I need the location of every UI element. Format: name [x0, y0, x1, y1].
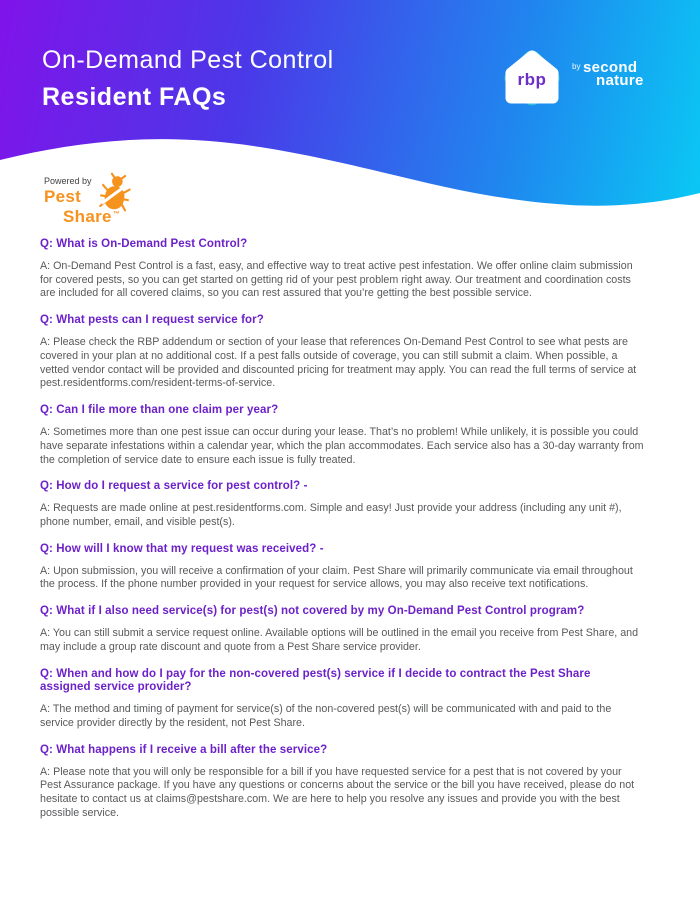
faq-answer: A: On-Demand Pest Control is a fast, easy, and effective way to treat active pest infestation. We offer online claim submission for covered pests, so you can get started on getting rid of your pest problem right away. Our treatment and coordination costs are included for all covered claims, so you can rest assured that you’re getting the best possible service.: [40, 259, 633, 300]
faq-item: [40, 668, 644, 731]
faq-question: Q: Can I file more than one claim per year?: [40, 404, 279, 417]
faq-answer: A: Please check the RBP addendum or section of your lease that references On-Demand Pest Control to see what pests are covered in your plan at no additional cost. If a pest falls outside of coverage, you can still submit a claim. When possible, a vetted vendor contact will be provided and discounted pricing for treatment may apply. You can read the full terms of service at pest.residentforms.com/resident-terms-of-service.: [40, 335, 637, 390]
faq-answer: A: Please note that you will only be responsible for a bill if you have requested service for a pest that is not covered by your Pest Assurance package. If you have any questions or concerns about the service or the bill you have received, please do not hesitate to contact us at claims@pestshare.com. We are here to help you resolve any issues and provide you with the best possible service.: [40, 765, 635, 819]
faq-question: Q: How will I know that my request was received? -: [40, 542, 324, 555]
page-title-line1: On-Demand Pest Control: [42, 46, 334, 74]
powered-by-label: Powered by: [44, 176, 92, 186]
page-title: [42, 42, 334, 116]
faq-question: Q: When and how do I pay for the non-covered pest(s) service if I decide to contract the Pest Share assigned service provider?: [40, 667, 591, 694]
second-label: second: [583, 59, 638, 76]
faq-list: [0, 215, 700, 821]
faq-answer: A: Upon submission, you will receive a confirmation of your claim. Pest Share will primarily communicate via email throughout the process. If the phone number provided in your request for service allows, you may also receive text notifications.: [40, 564, 633, 591]
faq-question: Q: How do I request a service for pest control? -: [40, 480, 308, 493]
second-nature-wordmark: [572, 61, 650, 95]
faq-item: [40, 404, 644, 467]
by-label: by: [572, 62, 581, 71]
faq-answer: A: The method and timing of payment for service(s) of the non-covered pest(s) will be communicated with and paid to the service provider directly by the resident, not Pest Share.: [40, 703, 612, 729]
rbp-house-icon: [502, 46, 562, 110]
faq-question: Q: What is On-Demand Pest Control?: [40, 238, 248, 250]
rbp-second-nature-logo: [502, 46, 650, 110]
page-title-line2: Resident FAQs: [42, 83, 227, 111]
faq-item: [40, 605, 644, 654]
faq-question: Q: What happens if I receive a bill after the service?: [40, 743, 328, 756]
faq-item: [40, 238, 644, 301]
faq-item: [40, 744, 644, 821]
faq-item: [40, 543, 644, 592]
pest-label: Pest: [44, 187, 82, 206]
faq-question: Q: What if I also need service(s) for pest(s) not covered by my On-Demand Pest Control program?: [40, 605, 585, 618]
share-text: Share: [63, 207, 112, 226]
faq-item: [40, 480, 644, 529]
trademark-symbol: ™: [112, 211, 121, 218]
faq-answer: A: You can still submit a service request online. Available options will be outlined in the email you receive from Pest Share, and may include a group rate discount and quote from a Pest Share service provider.: [40, 626, 639, 653]
rbp-wordmark: rbp: [517, 70, 547, 89]
faq-answer: A: Requests are made online at pest.residentforms.com. Simple and easy! Just provide your address (including any unit #), phone number, email, and visible pest(s).: [40, 502, 622, 528]
faq-question: Q: What pests can I request service for?: [40, 314, 264, 327]
faq-item: [40, 314, 644, 391]
nature-label: nature: [596, 72, 644, 89]
faq-answer: A: Sometimes more than one pest issue can occur during your lease. That’s no problem! While unlikely, it is possible you could have separate infestations within a calendar year, which the plan accommodates. Each service also has a 30-day warranty from the completion of service date to ensure each issue is fully treated.: [40, 425, 644, 466]
